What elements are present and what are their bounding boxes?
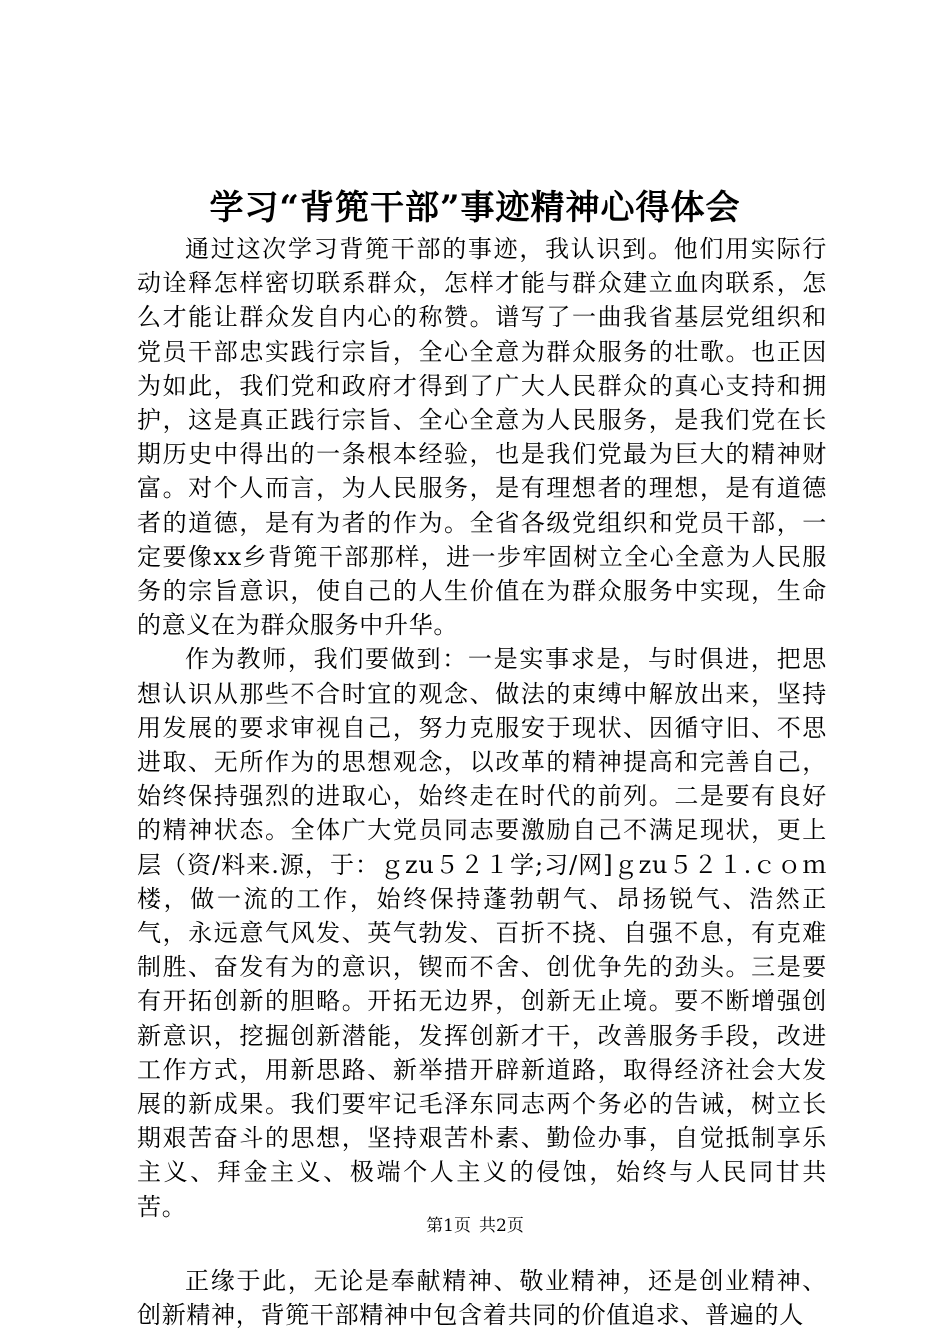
page-number: 第1页	[426, 1216, 471, 1236]
paragraph-1: 通过这次学习背篼干部的事迹，我认识到。他们用实际行动诠释怎样密切联系群众，怎样才能与群众建立血肉联系，怎么才能让群众发自内心的称赞。谱写了一曲我省基层党组织和党员干部忠实践行宗旨，全心全意为群众服务的壮歌。也正因为如此，我们党和政府才得到了广大人民群众的真心支持和拥护，这是真正践行宗旨、全心全意为人民服务，是我们党在长期历史中得出的一条根本经验，也是我们党最为巨大的精神财富。对个人而言，为人民服务，是有理想者的理想，是有道德者的道德，是有为者的作为。全省各级党组织和党员干部，一定要像xx乡背篼干部那样，进一步牢固树立全心全意为人民服务的宗旨意识，使自己的人生价值在为群众服务中实现，生命的意义在为群众服务中升华。	[137, 235, 827, 640]
paragraph-2: 作为教师，我们要做到：一是实事求是，与时俱进，把思想认识从那些不合时宜的观念、做法的束缚中解放出来，坚持用发展的要求审视自己，努力克服安于现状、因循守旧、不思进取、无所作为的思想观念，以改革的精神提高和完善自己，始终保持强烈的进取心，始终走在时代的前列。二是要有良好的精神状态。全体广大党员同志要激励自己不满足现状，更上层（资/料来.源，于：ｇzu５２１学;习/网]ｇzu５２１.ｃｏｍ楼，做一流的工作，始终保持蓬勃朝气、昂扬锐气、浩然正气，永远意气风发、英气勃发、百折不挠、自强不息，有克难制胜、奋发有为的意识，锲而不舍、创优争先的劲头。三是要有开拓创新的胆略。开拓无边界，创新无止境。要不断增强创新意识，挖掘创新潜能，发挥创新才干，改善服务手段，改进工作方式，用新思路、新举措开辟新道路，取得经济社会大发展的新成果。我们要牢记毛泽东同志两个务必的告诫，树立长期艰苦奋斗的思想，坚持艰苦朴素、勤俭办事，自觉抵制享乐主义、拜金主义、极端个人主义的侵蚀，始终与人民同甘共苦。	[137, 645, 827, 1221]
document-title: 学习“背篼干部”事迹精神心得体会	[209, 188, 741, 228]
paragraph-3: 正缘于此，无论是奉献精神、敬业精神，还是创业精神、创新精神，背篼干部精神中包含着共同的价值追求、普遍的人	[137, 1266, 827, 1330]
document-body	[137, 232, 827, 1332]
page-total: 共2页	[479, 1216, 524, 1236]
page-footer	[0, 1214, 950, 1238]
